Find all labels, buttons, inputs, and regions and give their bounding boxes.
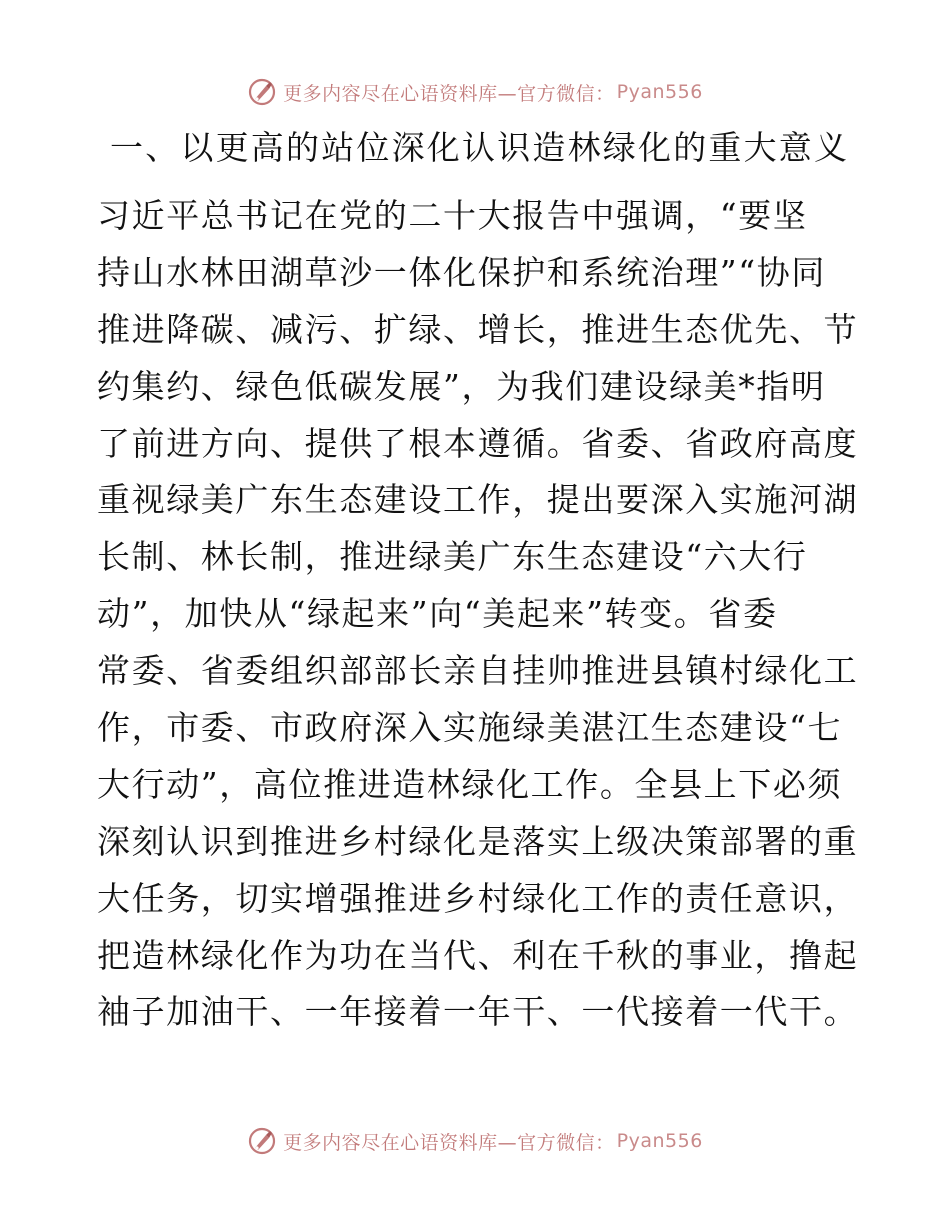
pen-nib-logo-icon xyxy=(247,1126,277,1156)
watermark-text: 更多内容尽在心语资料库—官方微信： xyxy=(283,1131,615,1154)
paragraph-line: 持山水林田湖草沙一体化保护和系统治理”“协同 xyxy=(97,252,826,292)
paragraph-line: 了前进方向、提供了根本遵循。省委、省政府高度 xyxy=(97,423,859,463)
paragraph-line: 长制、林长制，推进绿美广东生态建设“六大行 xyxy=(97,537,808,577)
paragraph-line: 作，市委、市政府深入实施绿美湛江生态建设“七 xyxy=(97,708,843,748)
section-heading: 一、以更高的站位深化认识造林绿化的重大意义 xyxy=(110,128,850,167)
paragraph-line: 深刻认识到推进乡村绿化是落实上级决策部署的重 xyxy=(97,821,859,861)
watermark-code: Pyan556 xyxy=(616,1130,703,1152)
watermark-code: Pyan556 xyxy=(616,81,703,103)
paragraph-line: 常委、省委组织部部长亲自挂帅推进县镇村绿化工 xyxy=(97,651,859,691)
pen-nib-logo-icon xyxy=(247,77,277,107)
paragraph-line: 推进降碳、减污、扩绿、增长，推进生态优先、节 xyxy=(97,309,859,349)
paragraph-line: 大行动”，高位推进造林绿化工作。全县上下必须 xyxy=(97,764,843,804)
watermark-text: 更多内容尽在心语资料库—官方微信： xyxy=(283,82,615,105)
watermark-header xyxy=(0,72,950,112)
watermark-footer xyxy=(0,1121,950,1161)
paragraph-line: 约集约、绿色低碳发展”，为我们建设绿美*指明 xyxy=(97,366,826,406)
paragraph-line: 袖子加油干、一年接着一年干、一代接着一代干。 xyxy=(97,992,859,1032)
paragraph-line: 重视绿美广东生态建设工作，提出要深入实施河湖 xyxy=(97,480,859,520)
paragraph-line: 习近平总书记在党的二十大报告中强调，“要坚 xyxy=(97,196,808,235)
body-paragraph xyxy=(97,188,857,1041)
paragraph-line: 大任务，切实增强推进乡村绿化工作的责任意识， xyxy=(97,878,859,918)
paragraph-line: 把造林绿化作为功在当代、利在千秋的事业，撸起 xyxy=(97,935,859,975)
paragraph-line: 动”，加快从“绿起来”向“美起来”转变。省委 xyxy=(97,594,778,634)
